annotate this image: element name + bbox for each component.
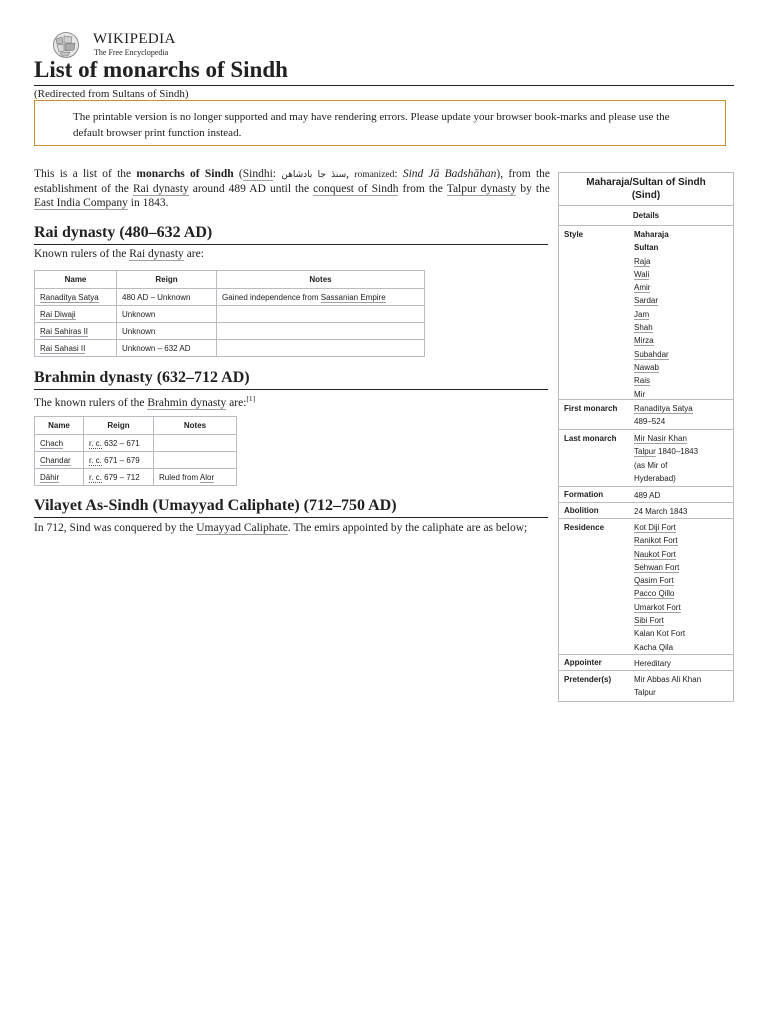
- name-cell: [35, 340, 117, 357]
- style-title-link[interactable]: Mir: [634, 389, 646, 399]
- name-cell: [35, 323, 117, 340]
- residence-link[interactable]: Umarkot Fort: [634, 602, 681, 612]
- intro-text: from the: [398, 183, 447, 195]
- umayyad-caliphate-link[interactable]: Umayyad Caliphate: [196, 522, 288, 534]
- rai-intro-text: Known rulers of the: [34, 248, 130, 260]
- reign-cell: [84, 452, 154, 469]
- east-india-company-link[interactable]: East India Company: [34, 197, 128, 209]
- residence-row: [634, 548, 685, 561]
- umayyad-heading: Vilayet As-Sindh (Umayyad Caliphate) (712–750 AD): [34, 496, 548, 518]
- rai-dynasty-table: [34, 270, 425, 357]
- intro-text: ,: [346, 168, 355, 180]
- divider: [559, 429, 733, 430]
- residence-link[interactable]: Sibi Fort: [634, 616, 664, 626]
- column-header: Name: [35, 271, 117, 289]
- divider: [559, 670, 733, 671]
- table-row: [35, 452, 237, 469]
- notes-text: Gained independence from: [222, 292, 321, 302]
- style-title-row: [634, 361, 669, 374]
- notes-cell: [217, 306, 425, 323]
- name-cell: [35, 452, 84, 469]
- table-row: [35, 323, 425, 340]
- residence-label: Residence: [564, 523, 605, 532]
- table-row: [35, 340, 425, 357]
- last-monarch-note: (as Mir of: [634, 460, 668, 470]
- style-title-link[interactable]: Subahdar: [634, 349, 669, 359]
- first-monarch-link[interactable]: Ranaditya Satya: [634, 404, 693, 413]
- divider: [559, 518, 733, 519]
- style-label: Style: [564, 230, 584, 239]
- residence-row: [634, 614, 685, 627]
- talpur-dynasty-link[interactable]: Talpur dynasty: [446, 183, 517, 195]
- style-title-link[interactable]: Wali: [634, 269, 650, 279]
- table-row: [35, 435, 237, 452]
- column-header: Name: [35, 417, 84, 435]
- residence-link[interactable]: Kot Diji Fort: [634, 523, 676, 532]
- appointer-value: Hereditary: [634, 659, 671, 668]
- style-title-link[interactable]: Mirza: [634, 336, 654, 346]
- last-monarch-note: Hyderabad): [634, 473, 676, 483]
- print-notice-text: The printable version is no longer supported and may have rendering errors. Please update your browser book-marks and please use the default browser print function instead.: [73, 111, 670, 139]
- notes-cell: [154, 452, 237, 469]
- notes-cell: [217, 323, 425, 340]
- reign-years: 679 – 712: [101, 472, 140, 482]
- last-monarch-value: [634, 432, 698, 485]
- infobox-title-line: (Sind): [631, 190, 661, 201]
- notes-text: Ruled from: [159, 472, 200, 482]
- reign-years: 671 – 679: [101, 455, 140, 465]
- style-title-row: [634, 268, 669, 281]
- rai-intro-text: are:: [183, 248, 204, 260]
- intro-paragraph: [34, 167, 550, 210]
- residence-link[interactable]: Qasim Fort: [634, 576, 674, 586]
- notes-cell: [154, 469, 237, 486]
- notes-link[interactable]: Alor: [199, 472, 215, 482]
- style-title-link[interactable]: Shah: [634, 323, 653, 333]
- residence-text: Kacha Qila: [634, 642, 674, 652]
- residence-row: [634, 521, 685, 534]
- style-title-row: [634, 308, 669, 321]
- style-title-row: [634, 281, 669, 294]
- style-title-bold: Sultan: [634, 243, 659, 253]
- divider: [559, 486, 733, 487]
- residence-row: [634, 561, 685, 574]
- formation-label: Formation: [564, 490, 604, 499]
- residence-row: [634, 574, 685, 587]
- reign-abbr: r. c.: [89, 438, 102, 448]
- style-title-row: [634, 321, 669, 334]
- table-row: [35, 306, 425, 323]
- column-header: Notes: [154, 417, 237, 435]
- style-title-row: [634, 255, 669, 268]
- brahmin-intro-text: are:: [226, 396, 247, 409]
- first-monarch-value: [634, 402, 693, 429]
- ruler-link[interactable]: Chach: [40, 438, 64, 448]
- style-title-link[interactable]: Sardar: [634, 296, 659, 306]
- ruler-link[interactable]: Dāhir: [40, 472, 60, 482]
- infobox: [558, 172, 734, 702]
- rai-dynasty-heading: Rai dynasty (480–632 AD): [34, 223, 548, 245]
- rai-dynasty-link[interactable]: Rai dynasty: [132, 183, 189, 195]
- last-monarch-link[interactable]: Talpur: [634, 447, 656, 457]
- style-title-link[interactable]: Amir: [634, 283, 651, 293]
- reign-abbr: r. c.: [89, 455, 102, 465]
- style-title-row: [634, 348, 669, 361]
- page-title: List of monarchs of Sindh: [34, 56, 734, 86]
- abolition-value: 24 March 1843: [634, 507, 688, 516]
- reign-abbr: r. c.: [89, 472, 102, 482]
- ruler-link[interactable]: Ranaditya Satya: [40, 292, 99, 302]
- ruler-link[interactable]: Rai Sahiras II: [40, 326, 89, 336]
- table-row: [35, 289, 425, 306]
- wikipedia-wordmark: WIKIPEDIA: [93, 31, 176, 47]
- residence-row: [634, 601, 685, 614]
- name-cell: [35, 435, 84, 452]
- column-header: Notes: [217, 271, 425, 289]
- umayyad-text: In 712, Sind was conquered by the: [34, 522, 197, 534]
- infobox-details-header: Details: [632, 211, 660, 220]
- intro-text: :: [272, 168, 282, 180]
- reign-cell: Unknown: [117, 306, 217, 323]
- residence-values: [634, 521, 685, 654]
- style-values: [634, 228, 669, 401]
- residence-link[interactable]: Pacco Qillo: [634, 589, 675, 599]
- style-title-link[interactable]: Rais: [634, 376, 651, 386]
- intro-text: ), from the establishment of the: [34, 168, 551, 195]
- table-row: [35, 469, 237, 486]
- brahmin-dynasty-heading: Brahmin dynasty (632–712 AD): [34, 368, 548, 390]
- residence-row: [634, 534, 685, 547]
- residence-text: Kalan Kot Fort: [634, 629, 686, 639]
- brahmin-dynasty-table: [34, 416, 237, 486]
- intro-text: :: [394, 168, 403, 180]
- notes-cell: [217, 289, 425, 306]
- redirect-note: (Redirected from Sultans of Sindh): [34, 88, 189, 100]
- style-title-link[interactable]: Jam: [634, 309, 650, 319]
- reign-cell: [84, 435, 154, 452]
- intro-bold-term: monarchs of Sindh: [136, 168, 234, 180]
- pretender-label: Pretender(s): [564, 675, 612, 684]
- reign-cell: [84, 469, 154, 486]
- style-title-row: [634, 334, 669, 347]
- ruler-link[interactable]: Chandar: [40, 455, 71, 465]
- pretender-value: [634, 673, 701, 700]
- intro-text: This is a list of the: [34, 168, 137, 180]
- column-header: Reign: [117, 271, 217, 289]
- intro-text: by the: [516, 183, 550, 195]
- notes-cell: [217, 340, 425, 357]
- reference-link[interactable]: [1]: [246, 394, 256, 403]
- abolition-label: Abolition: [564, 506, 599, 515]
- divider: [559, 502, 733, 503]
- reign-cell: Unknown – 632 AD: [117, 340, 217, 357]
- divider: [559, 399, 733, 400]
- last-monarch-link[interactable]: Mir Nasir Khan: [634, 434, 687, 443]
- reign-years: 632 – 671: [101, 438, 140, 448]
- divider: [559, 205, 733, 206]
- style-title-link[interactable]: Nawab: [634, 362, 659, 372]
- rai-dynasty-link[interactable]: Rai dynasty: [129, 248, 184, 260]
- style-title-row: [634, 294, 669, 307]
- ruler-link[interactable]: Rai Sahasi II: [40, 343, 86, 353]
- umayyad-paragraph: [34, 521, 550, 535]
- pretender-name: Talpur: [634, 688, 656, 698]
- intro-text: around 489 AD until the: [188, 183, 314, 195]
- brahmin-dynasty-link[interactable]: Brahmin dynasty: [147, 396, 227, 409]
- romanized-label: romanized: [354, 170, 395, 180]
- name-cell: [35, 289, 117, 306]
- print-notice-box: [34, 100, 726, 146]
- residence-link[interactable]: Naukot Fort: [634, 549, 676, 559]
- infobox-title: [559, 176, 733, 202]
- column-header: Reign: [84, 417, 154, 435]
- appointer-label: Appointer: [564, 658, 602, 667]
- formation-value: 489 AD: [634, 491, 661, 500]
- residence-link[interactable]: Ranikot Fort: [634, 536, 678, 546]
- conquest-of-sindh-link[interactable]: conquest of Sindh: [313, 183, 399, 195]
- intro-text: (: [233, 168, 243, 180]
- infobox-title-line: Maharaja/Sultan of Sindh: [586, 177, 706, 188]
- rai-dynasty-intro: [34, 247, 550, 261]
- reign-cell: Unknown: [117, 323, 217, 340]
- residence-row: [634, 587, 685, 600]
- residence-link[interactable]: Sehwan Fort: [634, 562, 680, 572]
- sindhi-language-link[interactable]: Sindhi: [242, 168, 273, 180]
- first-monarch-years: 489–524: [634, 417, 666, 427]
- native-name: سنڌ جا بادشاهن: [281, 170, 347, 180]
- puzzle-globe-icon: [48, 31, 84, 59]
- first-monarch-label: First monarch: [564, 404, 618, 413]
- intro-text: in 1843.: [127, 197, 169, 209]
- style-title-bold: Maharaja: [634, 230, 669, 239]
- last-monarch-years: 1840–1843: [655, 447, 699, 457]
- divider: [559, 654, 733, 655]
- romanized-name: Sind Jā Badshāhan: [402, 168, 497, 180]
- ruler-link[interactable]: Rai Diwaji: [40, 309, 76, 319]
- last-monarch-label: Last monarch: [564, 434, 617, 443]
- name-cell: [35, 306, 117, 323]
- notes-cell: [154, 435, 237, 452]
- name-cell: [35, 469, 84, 486]
- style-title-link[interactable]: Raja: [634, 256, 651, 266]
- pretender-name: Mir Abbas Ali Khan: [634, 675, 702, 684]
- brahmin-intro-text: The known rulers of the: [34, 396, 148, 409]
- umayyad-text: . The emirs appointed by the caliphate are as below;: [287, 522, 528, 534]
- notes-link[interactable]: Sassanian Empire: [320, 292, 386, 302]
- divider: [559, 225, 733, 226]
- brahmin-dynasty-intro: [34, 392, 550, 410]
- wikipedia-tagline: The Free Encyclopedia: [94, 48, 169, 57]
- style-title-row: [634, 374, 669, 387]
- reign-cell: 480 AD – Unknown: [117, 289, 217, 306]
